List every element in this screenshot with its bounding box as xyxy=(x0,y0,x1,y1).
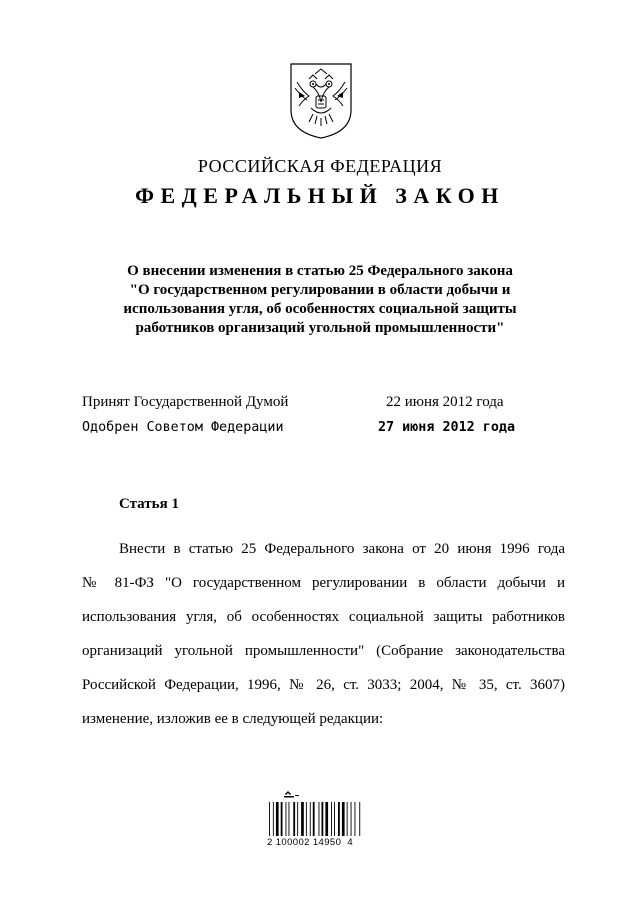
duma-adoption-date: 22 июня 2012 года xyxy=(386,394,504,410)
duma-adoption-label: Принят Государственной Думой xyxy=(82,394,289,410)
body-line: № 81-ФЗ "О государственном регулировании в области добычи и xyxy=(82,575,565,591)
subject-line: О внесении изменения в статью 25 Федерального закона xyxy=(127,263,513,279)
body-line: организаций угольной промышленности" (Собрание законодательства xyxy=(82,643,565,659)
subject-line: использования угля, об особенностях социальной защиты xyxy=(123,301,517,317)
article-body xyxy=(82,532,565,736)
coat-of-arms-emblem xyxy=(289,62,353,140)
body-line: Внести в статью 25 Федерального закона от 20 июня 1996 года xyxy=(119,541,565,557)
country-heading: РОССИЙСКАЯ ФЕДЕРАЦИЯ xyxy=(197,156,443,176)
subject-line: "О государственном регулировании в области добычи и xyxy=(129,282,511,298)
law-subject xyxy=(0,262,640,338)
document-type-title: ФЕДЕРАЛЬНЫЙ ЗАКОН xyxy=(135,183,505,208)
body-line: изменение, изложив ее в следующей редакции: xyxy=(82,711,384,727)
body-line: использования угля, об особенностях социальной защиты работников xyxy=(82,609,565,625)
body-line: Российской Федерации, 1996, № 26, ст. 3033; 2004, № 35, ст. 3607) xyxy=(82,677,565,693)
barcode-number: 2 100002 14950 4 xyxy=(267,837,354,848)
council-approval-label: Одобрен Советом Федерации xyxy=(82,420,284,435)
council-approval-date: 27 июня 2012 года xyxy=(378,420,516,435)
article-heading: Статья 1 xyxy=(119,496,179,512)
subject-line: работников организаций угольной промышленности" xyxy=(135,320,505,336)
